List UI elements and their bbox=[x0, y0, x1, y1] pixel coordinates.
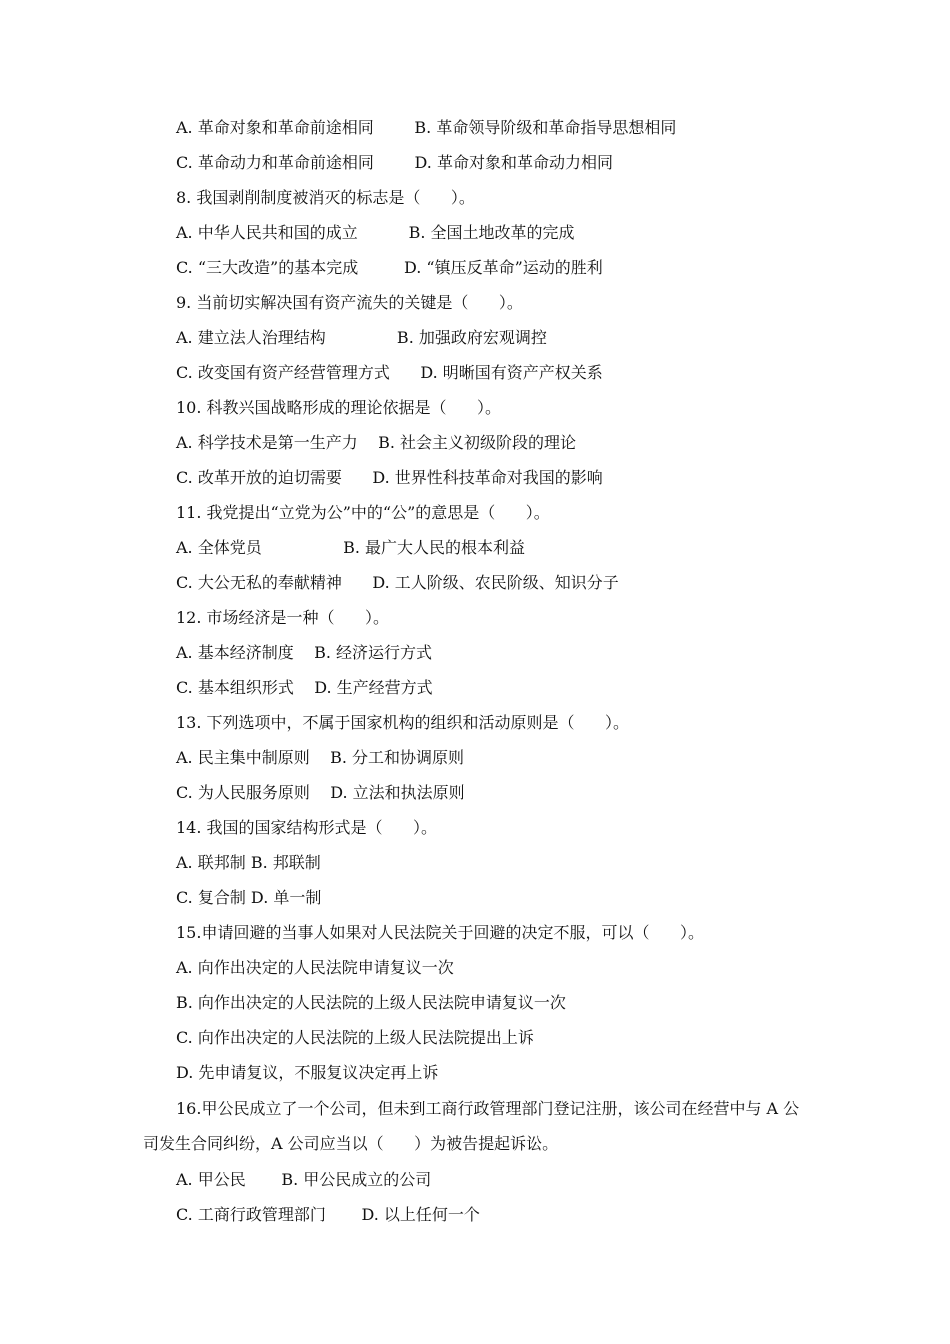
q15-question: 15.申请回避的当事人如果对人民法院关于回避的决定不服，可以（ ）。 bbox=[176, 923, 704, 942]
q15-option-b: B. 向作出决定的人民法院的上级人民法院申请复议一次 bbox=[176, 993, 566, 1012]
q8-question: 8. 我国剥削制度被消灭的标志是（ ）。 bbox=[176, 188, 475, 207]
q11-option-cd: C. 大公无私的奉献精神 D. 工人阶级、农民阶级、知识分子 bbox=[176, 573, 619, 592]
q14-option-cd: C. 复合制 D. 单一制 bbox=[176, 888, 322, 907]
q13-option-ab: A. 民主集中制原则 B. 分工和协调原则 bbox=[176, 748, 465, 767]
q16-option-ab: A. 甲公民 B. 甲公民成立的公司 bbox=[176, 1170, 432, 1189]
q16-question-line1: 16.甲公民成立了一个公司，但未到工商行政管理部门登记注册，该公司在经营中与 A 公 bbox=[176, 1099, 800, 1118]
q15-option-a: A. 向作出决定的人民法院申请复议一次 bbox=[176, 958, 454, 977]
q7-option-cd: C. 革命动力和革命前途相同 D. 革命对象和革命动力相同 bbox=[176, 153, 613, 172]
q12-option-ab: A. 基本经济制度 B. 经济运行方式 bbox=[176, 643, 433, 662]
q7-option-ab: A. 革命对象和革命前途相同 B. 革命领导阶级和革命指导思想相同 bbox=[176, 118, 677, 137]
q8-option-ab: A. 中华人民共和国的成立 B. 全国土地改革的完成 bbox=[176, 223, 575, 242]
q12-option-cd: C. 基本组织形式 D. 生产经营方式 bbox=[176, 678, 433, 697]
q10-option-cd: C. 改革开放的迫切需要 D. 世界性科技革命对我国的影响 bbox=[176, 468, 603, 487]
q11-question: 11. 我党提出“立党为公”中的“公”的意思是（ ）。 bbox=[176, 503, 550, 522]
q11-option-ab: A. 全体党员 B. 最广大人民的根本利益 bbox=[176, 538, 526, 557]
q13-option-cd: C. 为人民服务原则 D. 立法和执法原则 bbox=[176, 783, 465, 802]
q14-option-ab: A. 联邦制 B. 邦联制 bbox=[176, 853, 321, 872]
q9-question: 9. 当前切实解决国有资产流失的关键是（ ）。 bbox=[176, 293, 523, 312]
q16-option-cd: C. 工商行政管理部门 D. 以上任何一个 bbox=[176, 1205, 480, 1224]
q16-question-line2: 司发生合同纠纷，A 公司应当以（ ）为被告提起诉讼。 bbox=[143, 1134, 559, 1153]
q8-option-cd: C. “三大改造”的基本完成 D. “镇压反革命”运动的胜利 bbox=[176, 258, 603, 277]
q10-question: 10. 科教兴国战略形成的理论依据是（ ）。 bbox=[176, 398, 502, 417]
q15-option-c: C. 向作出决定的人民法院的上级人民法院提出上诉 bbox=[176, 1028, 534, 1047]
q15-option-d: D. 先申请复议，不服复议决定再上诉 bbox=[176, 1063, 439, 1082]
q10-option-ab: A. 科学技术是第一生产力 B. 社会主义初级阶段的理论 bbox=[176, 433, 577, 452]
q13-question: 13. 下列选项中，不属于国家机构的组织和活动原则是（ ）。 bbox=[176, 713, 630, 732]
q9-option-cd: C. 改变国有资产经营管理方式 D. 明晰国有资产产权关系 bbox=[176, 363, 603, 382]
q9-option-ab: A. 建立法人治理结构 B. 加强政府宏观调控 bbox=[176, 328, 547, 347]
q14-question: 14. 我国的国家结构形式是（ ）。 bbox=[176, 818, 438, 837]
q12-question: 12. 市场经济是一种（ ）。 bbox=[176, 608, 390, 627]
